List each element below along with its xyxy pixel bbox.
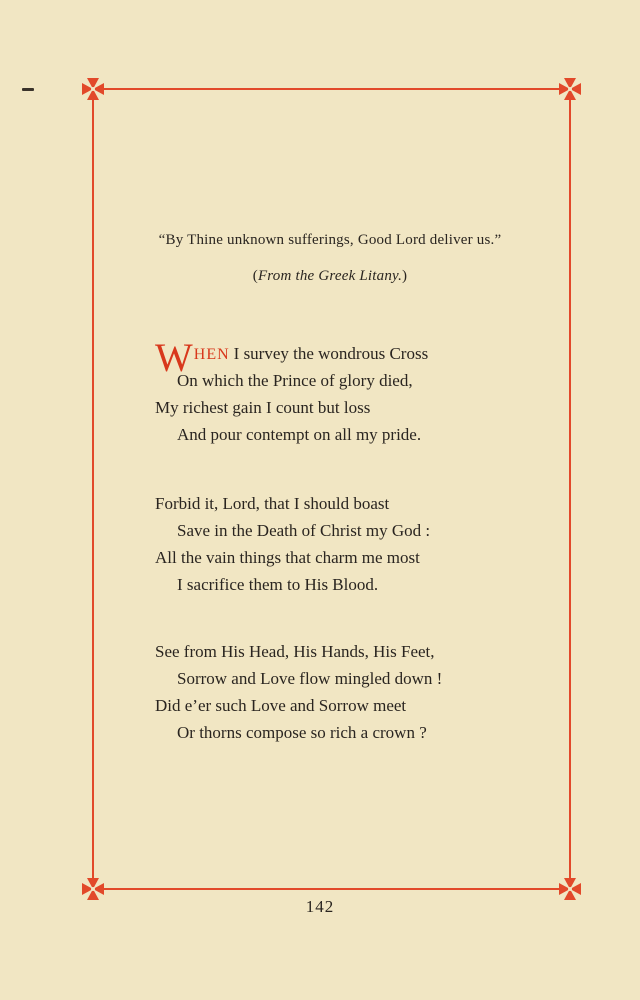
- border-right: [569, 91, 571, 887]
- drop-cap: W: [155, 335, 193, 380]
- page-number: 142: [305, 897, 335, 916]
- poem-line: I sacrifice them to His Blood.: [177, 575, 379, 594]
- poem-line: Sorrow and Love flow mingled down !: [177, 669, 443, 688]
- poem-line: All the vain things that charm me most: [155, 548, 420, 567]
- small-caps-opening: HEN: [193, 346, 230, 363]
- poem-line: Forbid it, Lord, that I should boast: [155, 494, 390, 513]
- border-left: [92, 91, 94, 887]
- maltese-cross-icon: [558, 77, 582, 101]
- poem-line: And pour contempt on all my pride.: [177, 425, 422, 444]
- maltese-cross-icon: [81, 77, 105, 101]
- poem-line: [155, 335, 555, 380]
- poem-line: My richest gain I count but loss: [155, 398, 371, 417]
- poem-line: Did e’er such Love and Sorrow meet: [155, 696, 407, 715]
- epigraph-quote: “By Thine unknown sufferings, Good Lord deliver us.”: [158, 232, 502, 248]
- poem-line: Or thorns compose so rich a crown ?: [177, 723, 427, 742]
- maltese-cross-icon: [558, 877, 582, 901]
- paren-open: (: [252, 268, 258, 284]
- stanza-2: [155, 490, 555, 598]
- poem-line-text: I survey the wondrous Cross: [233, 344, 429, 363]
- border-top: [93, 88, 571, 90]
- source-text: From the Greek Litany.: [257, 268, 403, 284]
- poem-line: See from His Head, His Hands, His Feet,: [155, 642, 435, 661]
- border-bottom: [93, 888, 571, 890]
- maltese-cross-icon: [81, 877, 105, 901]
- poem-line: On which the Prince of glory died,: [177, 371, 413, 390]
- stanza-1: [155, 335, 555, 448]
- stanza-3: [155, 638, 555, 746]
- paren-close: ): [402, 268, 408, 284]
- poem-line: Save in the Death of Christ my God :: [177, 521, 431, 540]
- epigraph-source: [110, 268, 550, 285]
- margin-mark: [22, 88, 34, 91]
